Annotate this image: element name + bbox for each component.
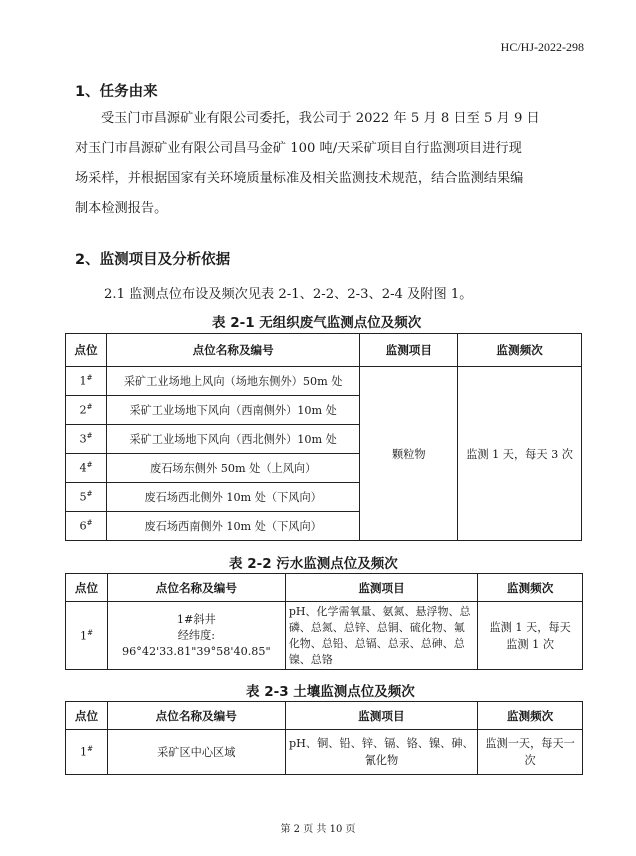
table-row xyxy=(66,730,583,775)
items-cell: pH、铜、铅、锌、镉、铬、镍、砷、氰化物 xyxy=(285,730,478,775)
paragraph-line: 对玉门市昌源矿业有限公司昌马金矿 100 吨/天采矿项目自行监测项目进行现 xyxy=(75,141,522,156)
header-cell: 点位 xyxy=(66,334,107,367)
frequency-cell: 监测一天，每天一次 xyxy=(478,730,583,775)
frequency-line: 监测 1 天，每天 xyxy=(489,620,571,634)
items-cell: pH、化学需氧量、氨氮、悬浮物、总磷、总氮、总锌、总铜、硫化物、氟化物、总铅、总镉、总汞、总砷、总镍、总铬 xyxy=(285,602,477,670)
table-header-row xyxy=(66,702,583,730)
table1-caption: 表 2-1 无组织废气监测点位及频次 xyxy=(212,315,422,331)
table-2-1 xyxy=(65,333,582,541)
header-cell: 监测频次 xyxy=(458,334,582,367)
header-cell: 点位名称及编号 xyxy=(106,334,359,367)
point-cell: 2# xyxy=(66,396,107,425)
table-header-row xyxy=(66,574,583,602)
point-cell: 3# xyxy=(66,425,107,454)
name-cell: 采矿工业场地上风向（场地东侧外）50m 处 xyxy=(106,367,359,396)
coordinates: 96°42'33.81"39°58'40.85" xyxy=(122,644,271,658)
point-cell: 5# xyxy=(66,483,107,512)
frequency-line: 监测 1 次 xyxy=(506,637,555,651)
header-cell: 点位 xyxy=(66,702,108,730)
table-row xyxy=(66,602,583,670)
name-line: 经纬度: xyxy=(177,628,216,642)
section2-heading: 2、监测项目及分析依据 xyxy=(75,252,231,268)
paragraph-line: 场采样，并根据国家有关环境质量标准及相关监测技术规范，结合监测结果编 xyxy=(75,171,524,186)
page-footer: 第 2 页 共 10 页 xyxy=(280,824,356,835)
header-cell: 监测频次 xyxy=(478,574,583,602)
table-2-2 xyxy=(65,573,583,670)
name-cell xyxy=(107,602,285,670)
section1-paragraph xyxy=(75,104,575,224)
name-cell: 废石场西北侧外 10m 处（下风向） xyxy=(106,483,359,512)
paragraph-line: 制本检测报告。 xyxy=(75,201,168,216)
frequency-cell: 监测 1 天，每天 3 次 xyxy=(458,367,582,541)
table2-caption: 表 2-2 污水监测点位及频次 xyxy=(229,556,398,572)
section2-intro: 2.1 监测点位布设及频次见表 2-1、2-2、2-3、2-4 及附图 1。 xyxy=(104,287,473,302)
header-cell: 监测项目 xyxy=(285,702,478,730)
name-line: 1#斜井 xyxy=(176,612,216,626)
header-cell: 点位 xyxy=(66,574,108,602)
table-row xyxy=(66,367,582,396)
header-cell: 监测项目 xyxy=(360,334,458,367)
name-cell: 采矿工业场地下风向（西北侧外）10m 处 xyxy=(106,425,359,454)
item-cell: 颗粒物 xyxy=(360,367,458,541)
header-cell: 监测频次 xyxy=(478,702,583,730)
table-header-row xyxy=(66,334,582,367)
header-cell: 点位名称及编号 xyxy=(107,574,285,602)
name-cell: 废石场西南侧外 10m 处（下风向） xyxy=(106,512,359,541)
header-cell: 监测项目 xyxy=(285,574,477,602)
table3-caption: 表 2-3 土壤监测点位及频次 xyxy=(246,684,415,700)
table-2-3 xyxy=(65,701,583,775)
name-cell: 废石场东侧外 50m 处（上风向） xyxy=(106,454,359,483)
name-cell: 采矿工业场地下风向（西南侧外）10m 处 xyxy=(106,396,359,425)
point-cell: 4# xyxy=(66,454,107,483)
name-cell: 采矿区中心区域 xyxy=(107,730,285,775)
header-cell: 点位名称及编号 xyxy=(107,702,285,730)
section1-heading: 1、任务由来 xyxy=(75,84,158,100)
point-cell: 1# xyxy=(66,367,107,396)
document-number: HC/HJ-2022-298 xyxy=(500,40,584,54)
point-cell: 1# xyxy=(66,730,108,775)
frequency-cell xyxy=(478,602,583,670)
point-cell: 1# xyxy=(66,602,108,670)
paragraph-line: 受玉门市昌源矿业有限公司委托，我公司于 2022 年 5 月 8 日至 5 月 9 日 xyxy=(101,111,540,126)
point-cell: 6# xyxy=(66,512,107,541)
